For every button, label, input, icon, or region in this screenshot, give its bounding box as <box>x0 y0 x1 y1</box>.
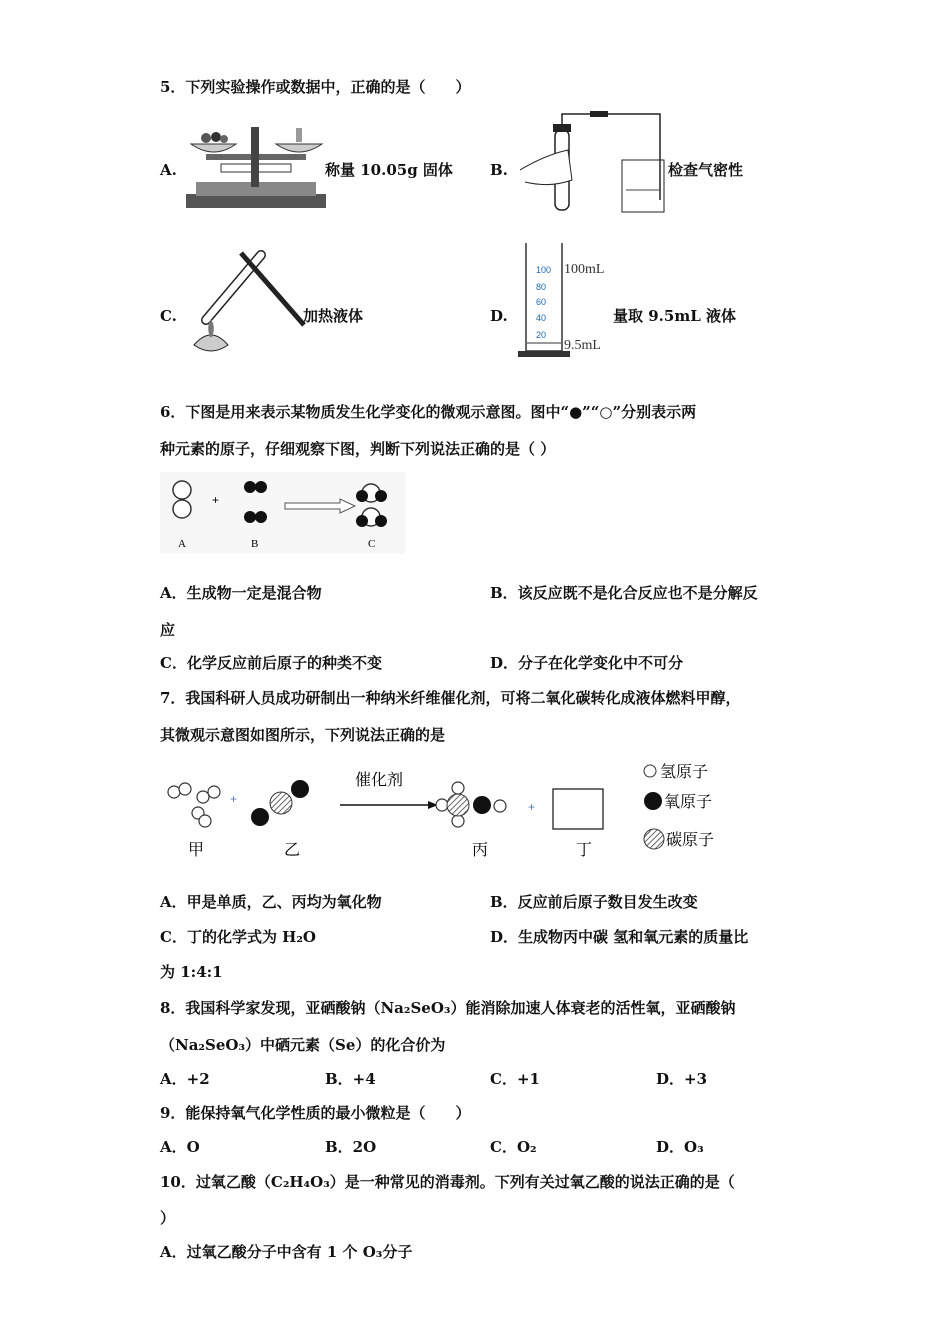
q6-label-a: A <box>178 538 186 550</box>
legend-hydrogen: 氢原子 <box>660 764 709 781</box>
q8-option-a: A．+2 <box>160 1070 210 1088</box>
q6-stem-line1: 6．下图是用来表示某物质发生化学变化的微观示意图。图中“●”“○”分别表示两 <box>160 403 697 421</box>
q7-plus-1: + <box>230 792 238 806</box>
cylinder-top-label: 100mL <box>564 262 605 277</box>
q5-option-a-text: 称量 10.05g 固体 <box>325 161 453 179</box>
cylinder-tick-20: 20 <box>536 330 547 340</box>
q8-option-b: B．+4 <box>325 1070 376 1088</box>
q5-option-a-letter: A. <box>160 161 177 179</box>
q9-option-d: D．O₃ <box>656 1138 704 1156</box>
q7-stem-line2: 其微观示意图如图所示，下列说法正确的是 <box>160 726 446 744</box>
q5-option-d-text: 量取 9.5mL 液体 <box>613 307 736 325</box>
q6-label-b: B <box>251 538 259 550</box>
q5-stem: 5．下列实验操作或数据中，正确的是（ ） <box>160 78 471 96</box>
q6-reaction-diagram <box>160 472 405 554</box>
q7-option-b: B．反应前后原子数目发生改变 <box>490 893 698 911</box>
balance-scale-image <box>186 122 326 214</box>
oxygen-atom-icon <box>644 792 662 810</box>
q9-stem: 9．能保持氧气化学性质的最小微粒是（ ） <box>160 1104 471 1122</box>
q7-stem-line1: 7．我国科研人员成功研制出一种纳米纤维催化剂，可将二氧化碳转化成液体燃料甲醇， <box>160 689 741 707</box>
q5-option-c-text: 加热液体 <box>303 307 364 325</box>
q7-option-d-line1: D．生成物丙中碳 氢和氧元素的质量比 <box>490 928 749 946</box>
legend-carbon: 碳原子 <box>666 832 715 849</box>
cylinder-tick-60: 60 <box>536 297 547 307</box>
q7-option-a: A．甲是单质，乙、丙均为氧化物 <box>160 893 382 911</box>
cylinder-tick-80: 80 <box>536 282 547 292</box>
q6-option-b-line1: B．该反应既不是化合反应也不是分解反 <box>490 584 758 602</box>
q5-option-b-letter: B. <box>490 161 508 179</box>
q6-option-d: D．分子在化学变化中不可分 <box>490 654 684 672</box>
hydrogen-atom-icon <box>644 765 656 777</box>
q7-reaction-diagram <box>160 755 740 865</box>
q7-option-d-line2: 为 1:4:1 <box>160 963 223 981</box>
q7-catalyst-label: 催化剂 <box>355 772 404 789</box>
q5-option-c-letter: C. <box>160 307 177 325</box>
q7-plus-2: + <box>528 800 536 814</box>
q7-label-jia: 甲 <box>188 842 205 859</box>
q9-option-c: C．O₂ <box>490 1138 537 1156</box>
q6-label-c: C <box>368 538 376 550</box>
q8-stem-line2: （Na₂SeO₃）中硒元素（Se）的化合价为 <box>160 1036 446 1054</box>
q9-option-b: B．2O <box>325 1138 377 1156</box>
carbon-atom-icon <box>644 829 664 849</box>
q8-stem-line1: 8．我国科学家发现，亚硒酸钠（Na₂SeO₃）能消除加速人体衰老的活性氧，亚硒酸钠 <box>160 999 736 1017</box>
cylinder-tick-40: 40 <box>536 313 547 323</box>
q7-label-ding: 丁 <box>576 842 593 859</box>
graduated-cylinder-image <box>518 243 658 363</box>
q8-option-d: D．+3 <box>656 1070 708 1088</box>
q6-option-a: A．生成物一定是混合物 <box>160 584 322 602</box>
q7-label-bing: 丙 <box>472 842 489 859</box>
cylinder-bottom-label: 9.5mL <box>564 338 601 353</box>
q10-stem-line1: 10．过氧乙酸（C₂H₄O₃）是一种常见的消毒剂。下列有关过氧乙酸的说法正确的是（ <box>160 1173 735 1191</box>
q10-stem-line2: ） <box>160 1209 176 1227</box>
q8-option-c: C．+1 <box>490 1070 540 1088</box>
q5-option-d-letter: D. <box>490 307 508 325</box>
q6-plus: + <box>212 493 220 507</box>
q6-option-b-line2: 应 <box>160 621 176 639</box>
cylinder-tick-100: 100 <box>536 265 552 275</box>
q6-option-c: C．化学反应前后原子的种类不变 <box>160 654 382 672</box>
q6-stem-line2: 种元素的原子，仔细观察下图，判断下列说法正确的是（ ） <box>160 440 556 458</box>
heating-liquid-image <box>186 245 306 363</box>
legend-oxygen: 氧原子 <box>664 794 713 811</box>
q10-option-a: A．过氧乙酸分子中含有 1 个 O₃分子 <box>160 1243 413 1261</box>
q7-label-yi: 乙 <box>284 842 301 859</box>
airtightness-check-image <box>520 110 670 215</box>
q7-option-c: C．丁的化学式为 H₂O <box>160 928 316 946</box>
q9-option-a: A．O <box>160 1138 200 1156</box>
q5-option-b-text: 检查气密性 <box>668 161 744 179</box>
